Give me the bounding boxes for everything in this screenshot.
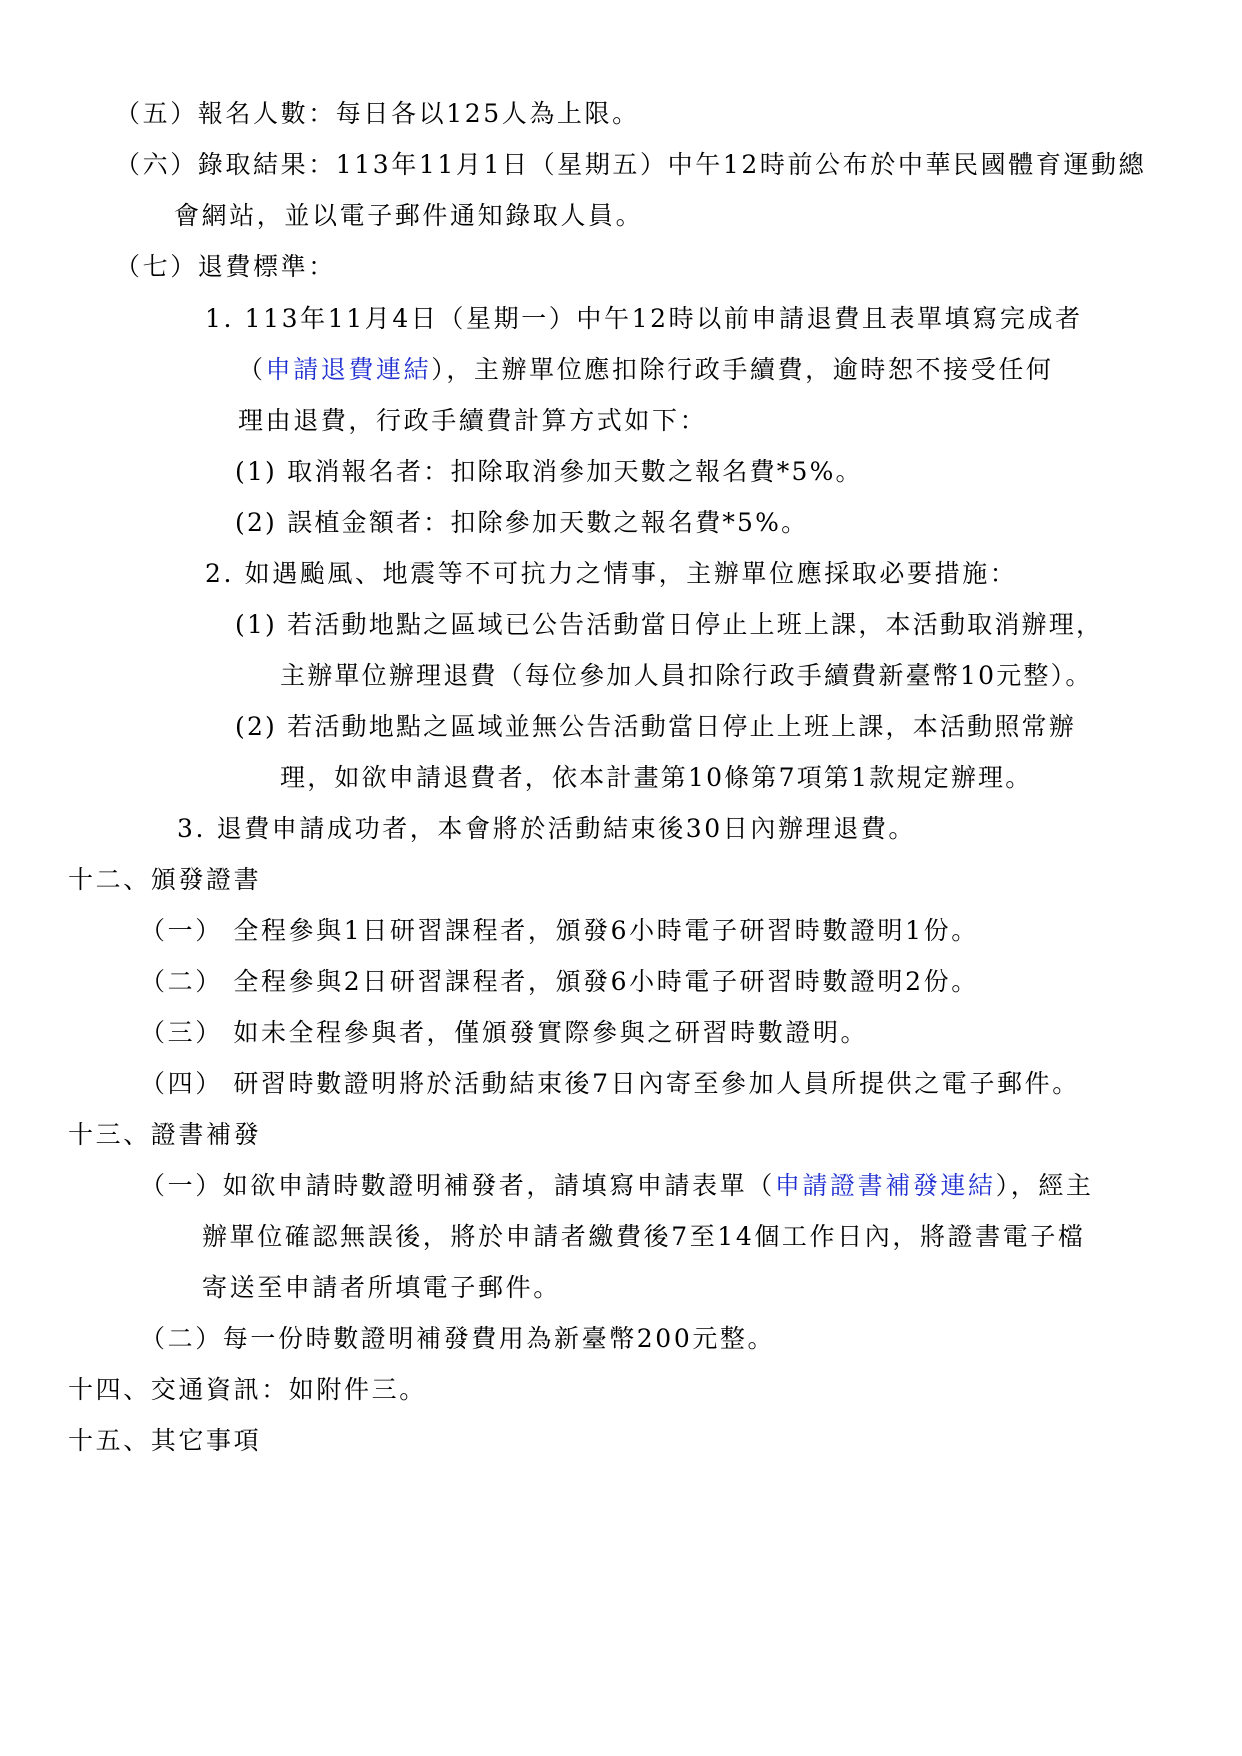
- refund-rule-1-cont: [238, 354, 1054, 386]
- refund-application-link[interactable]: 申請退費連結: [265, 355, 432, 384]
- item-admission-result-cont: 會網站，並以電子郵件通知錄取人員。: [174, 201, 644, 230]
- certificate-reissue-link[interactable]: 申請證書補發連結: [774, 1171, 996, 1200]
- refund-rule-3: 3. 退費申請成功者，本會將於活動結束後30日內辦理退費。: [177, 814, 917, 843]
- refund-rule-2-sub-1: (1) 若活動地點之區域已公告活動當日停止上班上課，本活動取消辦理，: [235, 610, 1104, 639]
- section-12-heading: 十二、頒發證書: [68, 865, 262, 894]
- refund-rule-2: 2. 如遇颱風、地震等不可抗力之情事，主辦單位應採取必要措施：: [205, 559, 1018, 588]
- reissue-item-1-tail: ），經主: [995, 1171, 1094, 1200]
- item-registration-limit: （五）報名人數：每日各以125人為上限。: [115, 99, 640, 128]
- reissue-item-1: [140, 1170, 1094, 1202]
- certificate-item-1: （一） 全程參與1日研習課程者，頒發6小時電子研習時數證明1份。: [140, 916, 979, 945]
- reissue-item-2: （二）每一份時數證明補發費用為新臺幣200元整。: [140, 1324, 776, 1353]
- refund-rule-2-sub-1-cont: 主辦單位辦理退費（每位參加人員扣除行政手續費新臺幣10元整）。: [280, 661, 1093, 690]
- certificate-item-4: （四） 研習時數證明將於活動結束後7日內寄至參加人員所提供之電子郵件。: [140, 1069, 1080, 1098]
- item-admission-result: （六）錄取結果：113年11月1日（星期五）中午12時前公布於中華民國體育運動總: [115, 150, 1147, 179]
- refund-rule-1-text: ），主辦單位應扣除行政手續費，逾時恕不接受任何: [431, 355, 1054, 384]
- refund-rule-1-cont2: 理由退費，行政手續費計算方式如下：: [238, 406, 708, 435]
- paren-open: （: [238, 355, 266, 384]
- section-15-heading: 十五、其它事項: [68, 1426, 262, 1455]
- certificate-item-2: （二） 全程參與2日研習課程者，頒發6小時電子研習時數證明2份。: [140, 967, 979, 996]
- item-refund-standard: （七）退費標準：: [115, 252, 336, 281]
- refund-rule-1: 1. 113年11月4日（星期一）中午12時以前申請退費且表單填寫完成者: [205, 304, 1083, 333]
- section-13-heading: 十三、證書補發: [68, 1120, 262, 1149]
- refund-rule-1-sub-2: (2) 誤植金額者：扣除參加天數之報名費*5%。: [235, 508, 809, 537]
- section-14-heading: 十四、交通資訊：如附件三。: [68, 1375, 427, 1404]
- reissue-item-1-cont2: 寄送至申請者所填電子郵件。: [202, 1273, 561, 1302]
- reissue-item-1-text: （一）如欲申請時數證明補發者，請填寫申請表單（: [140, 1171, 775, 1200]
- reissue-item-1-cont: 辦單位確認無誤後，將於申請者繳費後7至14個工作日內，將證書電子檔: [202, 1222, 1086, 1251]
- certificate-item-3: （三） 如未全程參與者，僅頒發實際參與之研習時數證明。: [140, 1018, 869, 1047]
- refund-rule-2-sub-2-cont: 理，如欲申請退費者，依本計畫第10條第7項第1款規定辦理。: [280, 763, 1033, 792]
- refund-rule-2-sub-2: (2) 若活動地點之區域並無公告活動當日停止上班上課，本活動照常辦: [235, 712, 1076, 741]
- refund-rule-1-sub-1: (1) 取消報名者：扣除取消參加天數之報名費*5%。: [235, 457, 863, 486]
